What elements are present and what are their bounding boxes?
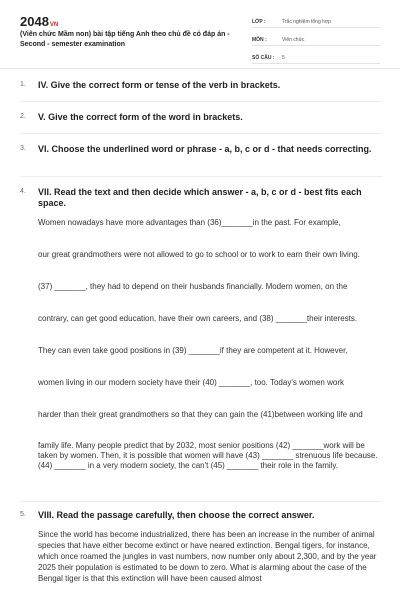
passage-paragraph: our great grandmothers were not allowed to go to school or to work to earn their own living. — [38, 250, 360, 259]
question-title: VIII. Read the passage carefully, then choose the correct answer. — [38, 510, 315, 520]
logo-suffix: VN — [49, 22, 59, 28]
meta-value: Viên chức — [282, 37, 305, 43]
question-number: 2. — [20, 113, 26, 120]
question-title: VII. Read the text and then decide which answer - a, b, c or d - best fits each space. — [38, 187, 362, 208]
exam-meta — [252, 13, 380, 67]
meta-row-count — [252, 49, 380, 64]
passage-paragraph: harder than their great grandmothers so that they can gain the (41)between working life and — [38, 410, 363, 419]
passage-paragraph: contrary, can get good education, have their own careers, and (38) _______their interests. — [38, 314, 358, 323]
passage-paragraph: family life. Many people predict that by 2032, most senior positions (42) _______work will be taken by women. Then, it is possible that women will have (43) _______ strenuous life because. (44) _______ in a very modern society, the can't (45) _______ their role in the family. — [38, 441, 378, 470]
passage-paragraph: Since the world has become industrialized, there has been an increase in the number of animal species that have either become extinct or have neared extinction. Bengal tigers, for instance, which once roamed the jungles in vast numbers, now number only about 2,300, and by the year 2025 their population is estimated to be down to zero. What is alarming about the case of the Bengal tiger is that this extinction will have been caused almost — [38, 530, 377, 583]
divider — [20, 133, 382, 134]
meta-row-subject — [252, 31, 380, 46]
question-5 — [20, 510, 382, 521]
exam-title: (Viên chức Mầm non) bài tập tiếng Anh theo chủ đề có đáp án - Second - semester examination — [20, 31, 230, 48]
meta-label: MÔN : — [252, 37, 267, 43]
divider — [20, 101, 382, 102]
meta-value: 5 — [282, 55, 285, 61]
passage-paragraph: (37) _______, they had to depend on their husbands financially. Modern women, on the — [38, 282, 348, 291]
question-number: 1. — [20, 81, 26, 88]
question-number: 5. — [20, 511, 26, 518]
meta-row-class — [252, 13, 380, 28]
meta-label: SỐ CÂU : — [252, 55, 275, 61]
question-title: VI. Choose the underlined word or phrase - a, b, c or d - that needs correcting. — [38, 144, 372, 154]
question-4 — [20, 187, 382, 209]
passage-paragraph: women living in our modern society have their (40) _______, too. Today's women work — [38, 378, 344, 387]
question-title: IV. Give the correct form or tense of the verb in brackets. — [38, 80, 281, 90]
passage-paragraph: They can even take good positions in (39) _______if they are competent at it. However, — [38, 346, 348, 355]
meta-label: LỚP : — [252, 19, 266, 25]
passage-paragraph: Women nowadays have more advantages than (36)_______in the past. For example, — [38, 218, 341, 227]
question-1 — [20, 80, 382, 91]
question-title: V. Give the correct form of the word in brackets. — [38, 112, 243, 122]
divider — [20, 501, 382, 502]
question-number: 3. — [20, 145, 26, 152]
question-2 — [20, 112, 382, 123]
site-logo[interactable] — [20, 14, 58, 29]
header — [0, 0, 400, 69]
logo-text: 2048 — [20, 14, 49, 29]
meta-value: Trắc nghiệm tổng hợp — [282, 19, 331, 25]
question-number: 4. — [20, 188, 26, 195]
divider — [20, 176, 382, 177]
question-3 — [20, 144, 382, 155]
